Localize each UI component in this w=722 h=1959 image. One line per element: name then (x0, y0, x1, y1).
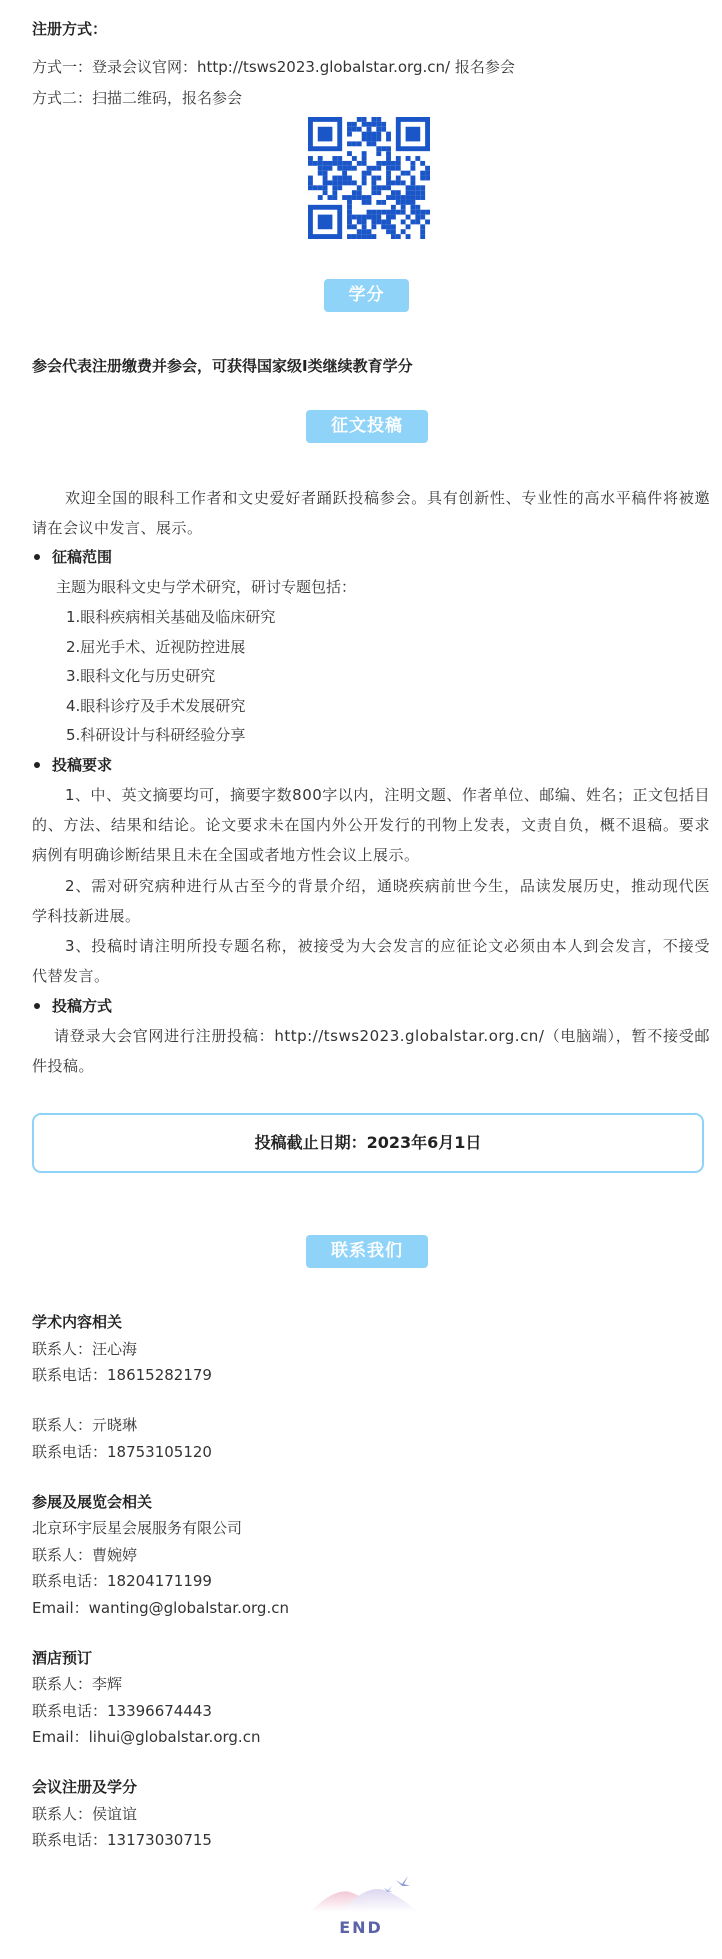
topic-item: 1.眼科疾病相关基础及临床研究 (66, 608, 276, 626)
academic-contact-person-2: 联系人：亓晓琳 (32, 1416, 138, 1434)
credit-section-title: 学分 (324, 279, 409, 312)
registration-heading: 注册方式： (32, 20, 108, 38)
scope-title: 征稿范围 (52, 548, 113, 566)
registration-method-2: 方式二：扫描二维码，报名参会 (32, 89, 243, 107)
topic-item: 4.眼科诊疗及手术发展研究 (66, 697, 246, 715)
requirement-2: 2、需对研究病种进行从古至今的背景介绍，通晓疾病前世今生，品读发展历史，推动现代医学科技新进展。 (32, 877, 710, 925)
requirement-3: 3、投稿时请注明所投专题名称，被接受为大会发言的应征论文必须由本人到会发言，不接受代替发言。 (32, 937, 710, 985)
scope-intro: 主题为眼科文史与学术研究，研讨专题包括： (56, 578, 357, 596)
academic-contact-title: 学术内容相关 (32, 1313, 123, 1331)
hotel-contact-phone: 联系电话：13396674443 (32, 1702, 212, 1720)
papers-intro: 欢迎全国的眼科工作者和文史爱好者踊跃投稿参会。具有创新性、专业性的高水平稿件将被邀请在会议中发言、展示。 (32, 489, 710, 537)
hotel-contact-title: 酒店预订 (32, 1649, 93, 1667)
papers-section-title: 征文投稿 (306, 410, 428, 443)
topic-item: 3.眼科文化与历史研究 (66, 667, 216, 685)
deadline-box: 投稿截止日期：2023年6月1日 (32, 1113, 704, 1173)
bullet-icon (34, 1003, 40, 1009)
mountain-bird-decoration-icon (300, 1866, 430, 1914)
bullet-icon (34, 554, 40, 560)
method1-label: 方式一：登录会议官网： (32, 58, 198, 76)
submission-method-title: 投稿方式 (52, 997, 113, 1015)
expo-contact-title: 参展及展览会相关 (32, 1493, 153, 1511)
topic-item: 2.屈光手术、近视防控进展 (66, 638, 246, 656)
registration-contact-title: 会议注册及学分 (32, 1778, 138, 1796)
bullet-icon (34, 762, 40, 768)
academic-contact-person-1: 联系人：汪心海 (32, 1340, 138, 1358)
hotel-contact-person: 联系人：李辉 (32, 1675, 123, 1693)
qr-code-icon[interactable] (308, 117, 430, 239)
topic-item: 5.科研设计与科研经验分享 (66, 726, 246, 744)
contact-section-title: 联系我们 (306, 1235, 428, 1268)
expo-contact-phone: 联系电话：18204171199 (32, 1572, 212, 1590)
expo-contact-email[interactable]: Email：wanting@globalstar.org.cn (32, 1599, 289, 1617)
credit-text: 参会代表注册缴费并参会，可获得国家级I类继续教育学分 (32, 357, 413, 375)
submission-method-text: 请登录大会官网进行注册投稿：http://tsws2023.globalstar.org.cn/（电脑端），暂不接受邮件投稿。 (32, 1027, 710, 1075)
requirement-1: 1、中、英文摘要均可，摘要字数800字以内，注明文题、作者单位、邮编、姓名；正文包括目的、方法、结果和结论。论文要求未在国内外公开发行的刊物上发表，文责自负，概不退稿。要求病例有明确诊断结果且未在全国或者地方性会议上展示。 (32, 786, 710, 864)
registration-contact-phone: 联系电话：13173030715 (32, 1831, 212, 1849)
method1-suffix: 报名参会 (450, 58, 515, 76)
academic-contact-phone-1: 联系电话：18615282179 (32, 1366, 212, 1384)
expo-company: 北京环宇辰星会展服务有限公司 (32, 1519, 243, 1537)
registration-contact-person: 联系人：侯谊谊 (32, 1805, 138, 1823)
method1-link[interactable]: http://tsws2023.globalstar.org.cn/ (197, 58, 451, 76)
registration-method-1 (32, 56, 515, 77)
end-label: END (339, 1918, 383, 1937)
expo-contact-person: 联系人：曹婉婷 (32, 1546, 138, 1564)
requirements-title: 投稿要求 (52, 756, 113, 774)
academic-contact-phone-2: 联系电话：18753105120 (32, 1443, 212, 1461)
hotel-contact-email[interactable]: Email：lihui@globalstar.org.cn (32, 1728, 261, 1746)
